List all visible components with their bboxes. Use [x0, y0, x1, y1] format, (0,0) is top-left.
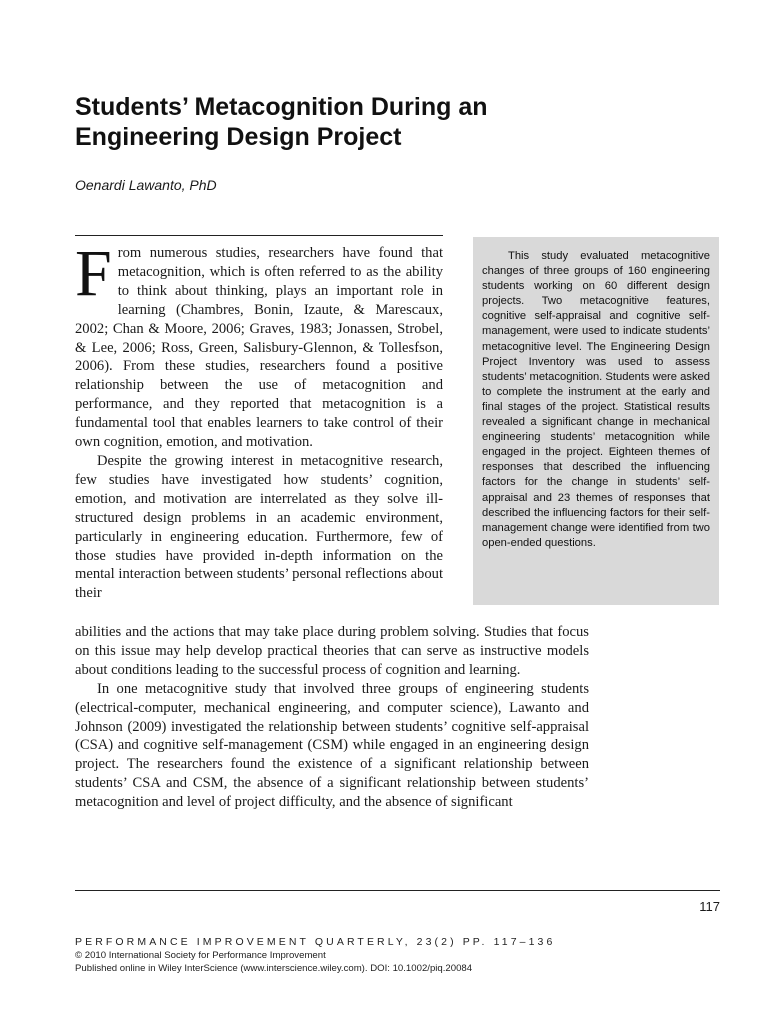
abstract-text-content: This study evaluated metacognitive changes of three groups of 160 engineering students working on 60 different design projects. Two metacognitive features, cognitive self-appraisal and cognitive self-management, were used to indicate students’ metacognitive level. The Engineering Design Project Inventory was used to assess students’ metacognition. Students were asked to complete the instrument at the early and final stages of the project. Statistical results revealed a significant change in mechanical engineering students’ metacognition while engaged in the project. Eighteen themes of responses that described the influencing factors for the change in students’ self-appraisal and 23 themes of responses that described the influencing factors for their self-management change were identified from two open-ended questions. — [482, 250, 710, 549]
abstract-box — [473, 237, 719, 605]
body-paragraph-2-start: Despite the growing interest in metacognitive research, few studies have investigated how students’ cognition, emotion, and motivation are interrelated as they solve ill-structured design problems in an academic environment, particularly in engineering education. Furthermore, few of those studies have provided in-depth information on the mental interaction between students’ personal reflections about their — [75, 452, 443, 602]
body-wide-column — [75, 623, 589, 812]
page-footer — [75, 936, 555, 975]
top-divider — [75, 235, 443, 236]
author-name: Oenardi Lawanto, PhD — [75, 177, 217, 193]
body-paragraph-2-end: abilities and the actions that may take place during problem solving. Studies that focus on this issue may help develop practical theories that can serve as instructive models about conditions leading to the successful process of cognition and learning. — [75, 624, 589, 678]
journal-citation: PERFORMANCE IMPROVEMENT QUARTERLY, 23(2) PP. 117–136 — [75, 936, 556, 948]
article-title-line-1: Students’ Metacognition During an — [75, 93, 488, 121]
body-paragraph-3: In one metacognitive study that involved three groups of engineering students (electrical-computer, mechanical engineering, and computer science), Lawanto and Johnson (2009) investigated the relationship between students’ cognitive self-appraisal (CSA) and cognitive self-management (CSM) while engaged in an engineering design project. The researchers found the existence of a significant relationship between students’ CSA and CSM, the absence of a significant relationship between students’ metacognition and level of project difficulty, and the absence of significant — [75, 680, 589, 811]
page-number: 117 — [699, 899, 720, 914]
copyright-line: © 2010 International Society for Performance Improvement — [75, 950, 326, 961]
publication-line: Published online in Wiley InterScience (www.interscience.wiley.com). DOI: 10.1002/piq.20084 — [75, 963, 473, 974]
abstract-text — [482, 249, 710, 551]
body-narrow-column — [75, 237, 443, 603]
body-paragraph-1-text: rom numerous studies, researchers have found that metacognition, which is often referred to as the ability to think about thinking, plays an important role in learning (Chambres, Bonin, Izaute, & Marescaux, 2002; Chan & Moore, 2006; Graves, 1983; Jonassen, Strobel, & Lee, 2006; Ross, Green, Salisbury-Glennon, & Tollesfson, 2006). From these studies, researchers found a positive relationship between the use of metacognition and performance, and they reported that metacognition is a fundamental tool that enables learners to take control of their own cognition, emotion, and motivation. — [75, 245, 443, 451]
article-title-line-2: Engineering Design Project — [75, 123, 402, 151]
body-paragraph-1 — [75, 237, 443, 452]
drop-cap: F — [75, 237, 112, 310]
bottom-divider — [75, 890, 720, 891]
article-title — [75, 92, 695, 152]
